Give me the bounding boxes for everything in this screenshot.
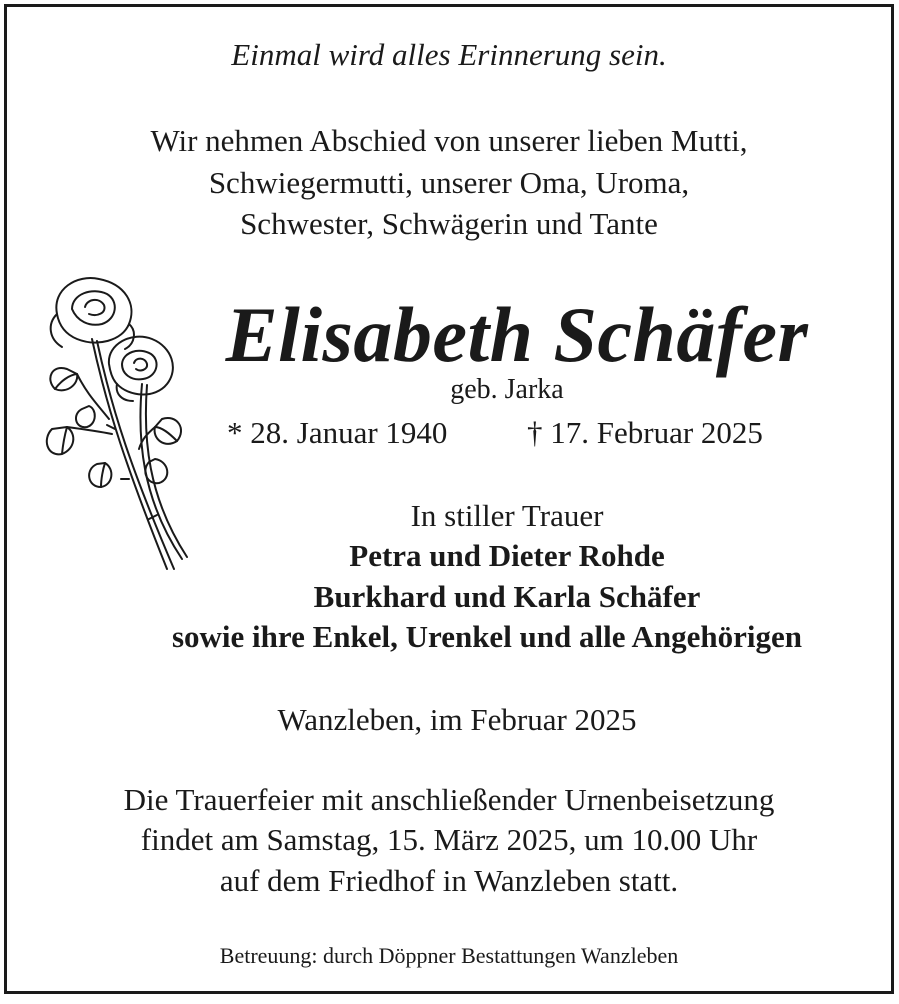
- mourner-line: sowie ihre Enkel, Urenkel und alle Angehörigen: [171, 619, 803, 654]
- intro-line: Wir nehmen Abschied von unserer lieben Mutti,: [150, 123, 748, 158]
- place-date: Wanzleben, im Februar 2025: [277, 702, 637, 737]
- birth-date: * 28. Januar 1940: [227, 415, 448, 450]
- deceased-name: Elisabeth Schäfer: [225, 291, 809, 378]
- service-line: Die Trauerfeier mit anschließender Urnenbeisetzung: [123, 782, 775, 817]
- death-date: † 17. Februar 2025: [527, 415, 763, 450]
- motto: Einmal wird alles Erinnerung sein.: [231, 37, 667, 72]
- mourning-intro: In stiller Trauer: [410, 498, 604, 533]
- intro-line: Schwiegermutti, unserer Oma, Uroma,: [208, 165, 690, 200]
- mourner-line: Burkhard und Karla Schäfer: [313, 579, 701, 614]
- service-line: auf dem Friedhof in Wanzleben statt.: [219, 863, 679, 898]
- intro-line: Schwester, Schwägerin und Tante: [240, 206, 658, 241]
- service-line: findet am Samstag, 15. März 2025, um 10.00 Uhr: [140, 822, 758, 857]
- mourner-line: Petra und Dieter Rohde: [349, 538, 665, 573]
- funeral-home-credit: Betreuung: durch Döppner Bestattungen Wanzleben: [219, 943, 679, 968]
- maiden-name: geb. Jarka: [450, 374, 564, 405]
- obituary-notice: [4, 4, 894, 994]
